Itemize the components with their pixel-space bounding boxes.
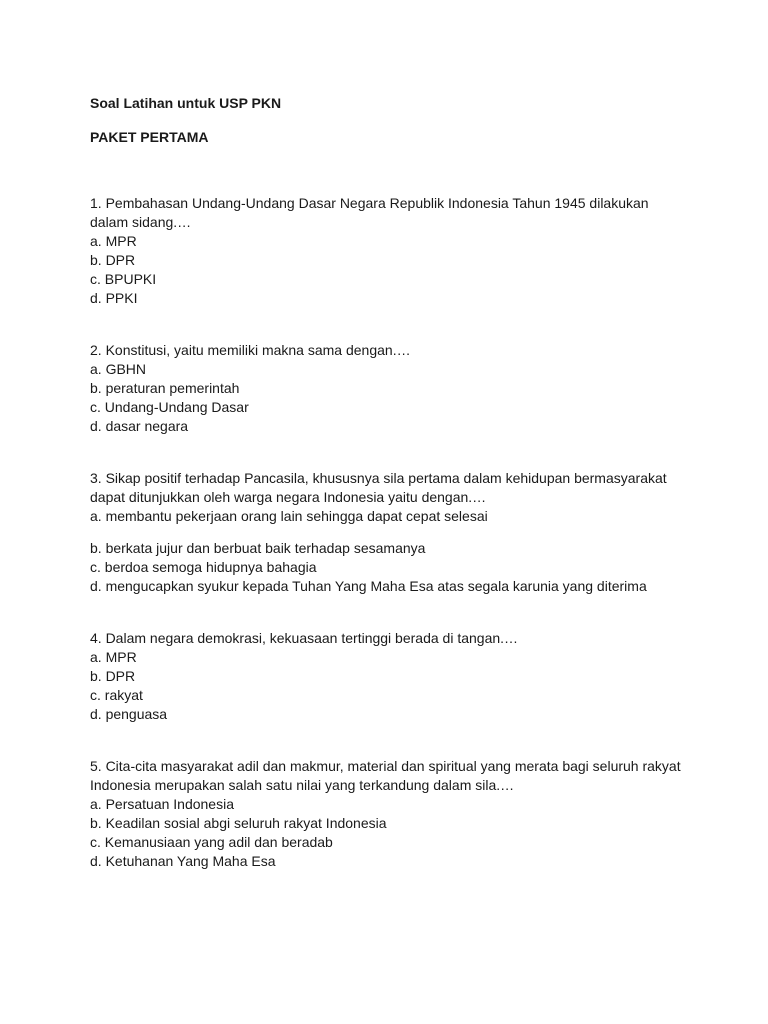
option-a: a. MPR [90,649,137,665]
option-a: a. GBHN [90,361,147,377]
document-title: Soal Latihan untuk USP PKN [90,95,282,111]
question-4 [90,629,690,724]
option-c: c. Undang-Undang Dasar [90,399,249,415]
option-b: b. DPR [90,252,136,268]
question-1 [90,194,690,308]
question-text: 1. Pembahasan Undang-Undang Dasar Negara Republik Indonesia Tahun 1945 dilakukan dalam sidang.… [90,195,649,230]
option-b: b. berkata jujur dan berbuat baik terhadap sesamanya [90,540,426,556]
option-c: c. rakyat [90,687,143,703]
option-b: b. peraturan pemerintah [90,380,240,396]
option-b: b. Keadilan sosial abgi seluruh rakyat Indonesia [90,815,387,831]
option-d: d. PPKI [90,290,138,306]
question-text: 3. Sikap positif terhadap Pancasila, khususnya sila pertama dalam kehidupan bermasyarakat dapat ditunjukkan oleh warga negara Indonesia yaitu dengan.… [90,470,667,505]
question-3 [90,469,690,596]
document-subtitle: PAKET PERTAMA [90,129,209,145]
option-d: d. mengucapkan syukur kepada Tuhan Yang Maha Esa atas segala karunia yang diterima [90,578,647,594]
option-a: a. Persatuan Indonesia [90,796,234,812]
option-a: a. MPR [90,233,137,249]
question-text: 2. Konstitusi, yaitu memiliki makna sama dengan.… [90,342,411,358]
question-text: 5. Cita-cita masyarakat adil dan makmur, material dan spiritual yang merata bagi seluruh rakyat Indonesia merupakan salah satu nilai yang terkandung dalam sila.… [90,758,681,793]
option-d: d. penguasa [90,706,168,722]
option-d: d. Ketuhanan Yang Maha Esa [90,853,276,869]
option-a: a. membantu pekerjaan orang lain sehingga dapat cepat selesai [90,508,488,524]
option-b: b. DPR [90,668,136,684]
question-5 [90,757,690,871]
option-c: c. BPUPKI [90,271,157,287]
document-body [90,94,690,871]
question-text: 4. Dalam negara demokrasi, kekuasaan tertinggi berada di tangan.… [90,630,519,646]
option-c: c. Kemanusiaan yang adil dan beradab [90,834,333,850]
question-2 [90,341,690,436]
option-d: d. dasar negara [90,418,189,434]
option-c: c. berdoa semoga hidupnya bahagia [90,559,317,575]
